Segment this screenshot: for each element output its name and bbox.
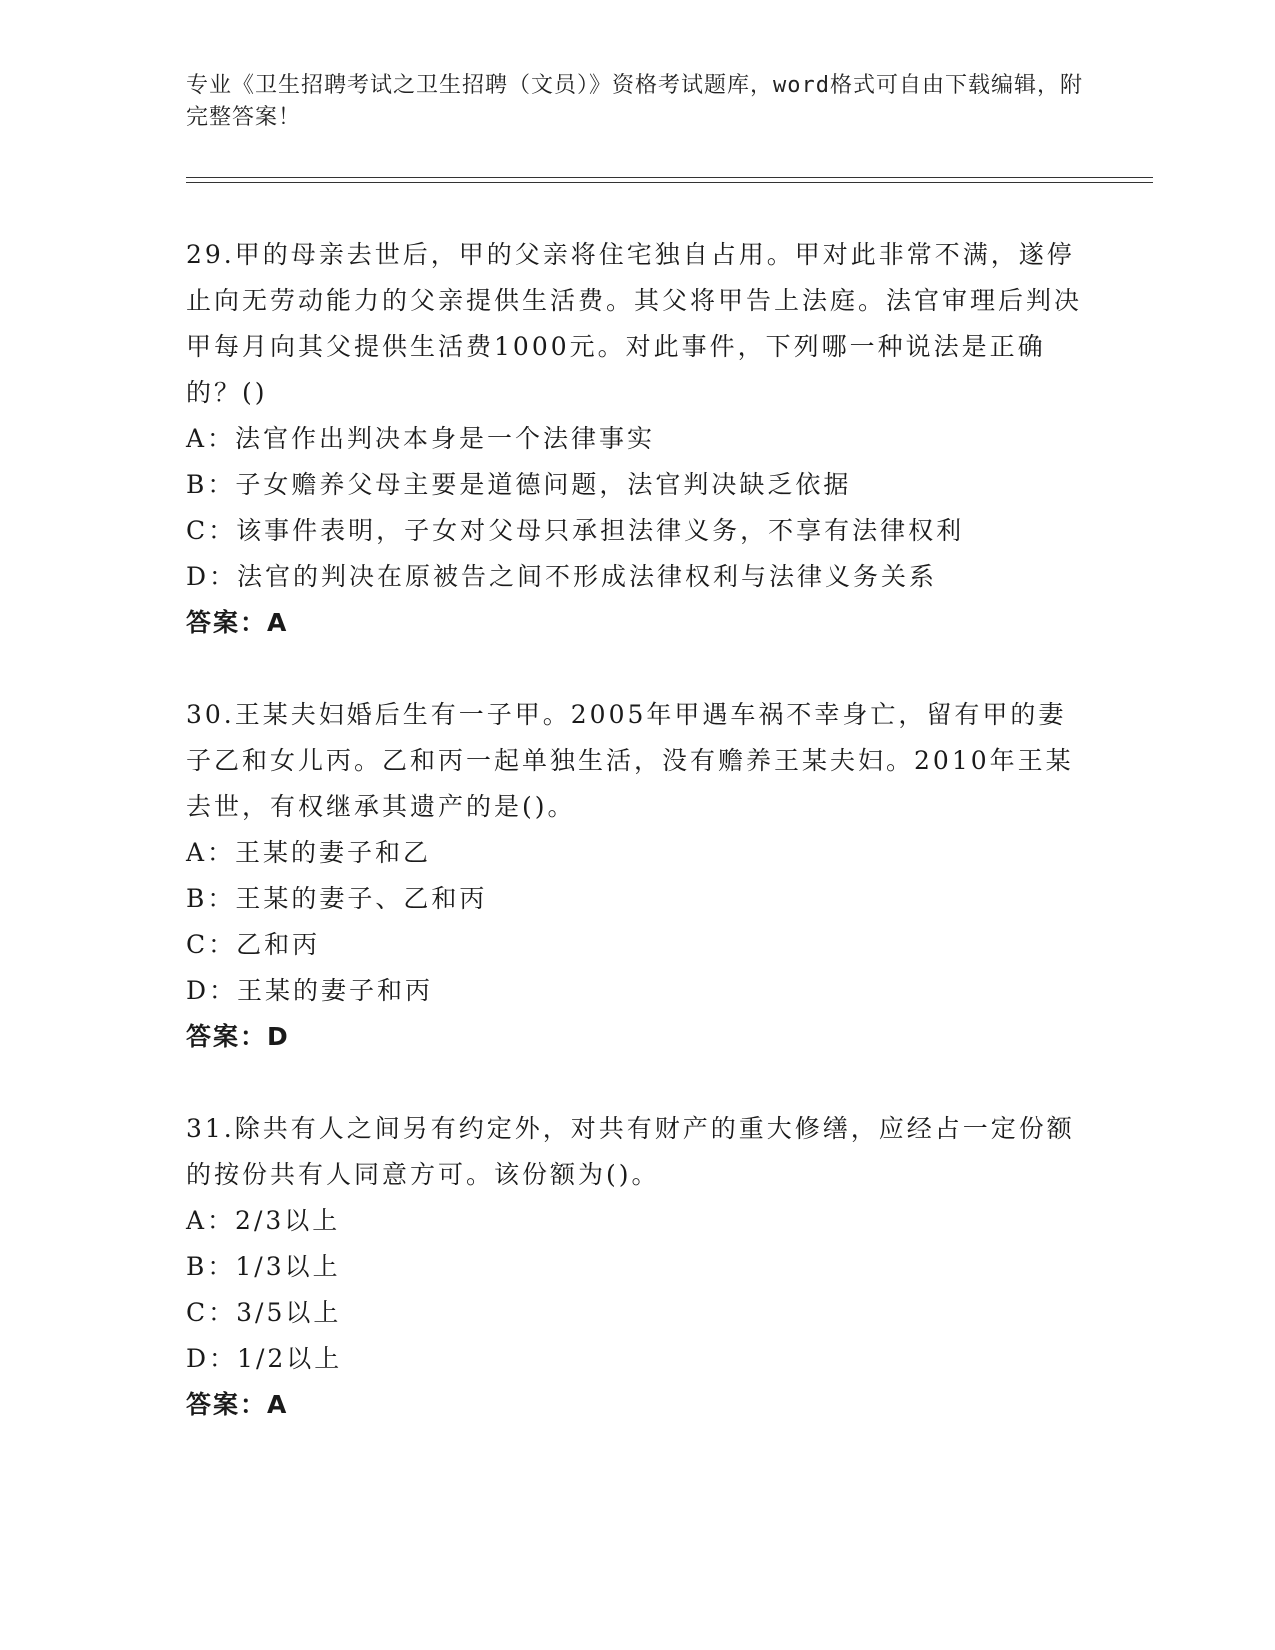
option-b: B：1/3以上 <box>186 1252 341 1281</box>
option-c: C：该事件表明，子女对父母只承担法律义务，不享有法律权利 <box>186 516 965 545</box>
question-list <box>186 232 1086 1474</box>
document-header: 专业《卫生招聘考试之卫生招聘（文员）》资格考试题库，word格式可自由下载编辑，附完整答案！ <box>186 73 1083 130</box>
question-29 <box>186 232 1086 646</box>
option-b: B：子女赡养父母主要是道德问题，法官判决缺乏依据 <box>186 470 852 499</box>
question-text: 31.除共有人之间另有约定外，对共有财产的重大修缮，应经占一定份额的按份共有人同意方可。该份额为()。 <box>186 1114 1075 1189</box>
question-text: 29.甲的母亲去世后，甲的父亲将住宅独自占用。甲对此非常不满，遂停止向无劳动能力的父亲提供生活费。其父将甲告上法庭。法官审理后判决甲每月向其父提供生活费1000元。对此事件，下列哪一种说法是正确的？() <box>186 240 1083 407</box>
question-31 <box>186 1106 1086 1428</box>
option-d: D：1/2以上 <box>186 1344 343 1373</box>
option-d: D：王某的妻子和丙 <box>186 976 434 1005</box>
answer: 答案：A <box>186 608 289 637</box>
option-d: D：法官的判决在原被告之间不形成法律权利与法律义务关系 <box>186 562 938 591</box>
option-b: B：王某的妻子、乙和丙 <box>186 884 488 913</box>
option-a: A：2/3以上 <box>186 1206 341 1235</box>
option-a: A：王某的妻子和乙 <box>186 838 432 867</box>
question-30 <box>186 692 1086 1060</box>
option-c: C：3/5以上 <box>186 1298 342 1327</box>
question-text: 30.王某夫妇婚后生有一子甲。2005年甲遇车祸不幸身亡，留有甲的妻子乙和女儿丙。乙和丙一起单独生活，没有赡养王某夫妇。2010年王某去世，有权继承其遗产的是()。 <box>186 700 1074 821</box>
option-a: A：法官作出判决本身是一个法律事实 <box>186 424 656 453</box>
header-rule-bottom <box>186 182 1153 183</box>
header-rule-top <box>186 177 1153 178</box>
answer: 答案：D <box>186 1022 290 1051</box>
answer: 答案：A <box>186 1390 289 1419</box>
option-c: C：乙和丙 <box>186 930 321 959</box>
